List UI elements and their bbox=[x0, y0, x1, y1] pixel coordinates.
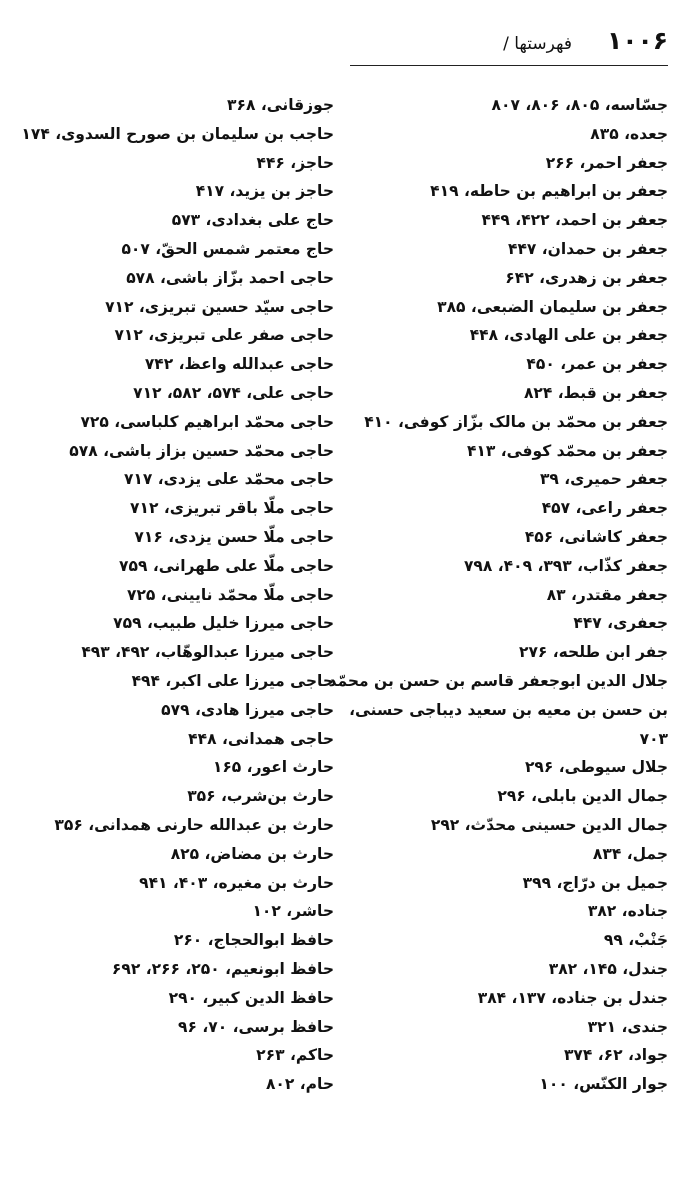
index-entry: جلال الدین ابوجعفر قاسم بن حسن بن محمّد bbox=[328, 671, 668, 690]
index-entry: جعفری، ۴۴۷ bbox=[573, 614, 668, 633]
index-entry: حام، ۸۰۲ bbox=[265, 1075, 334, 1094]
index-entry: جواد، ۶۲، ۳۷۴ bbox=[563, 1046, 668, 1065]
index-entry: جعفر بن محمّد کوفی، ۴۱۳ bbox=[466, 441, 668, 460]
index-entry: حاجی ملّا حسن یزدی، ۷۱۶ bbox=[134, 527, 334, 546]
index-column-left bbox=[14, 91, 334, 1099]
index-entry: حاجی میرزا خلیل طبیب، ۷۵۹ bbox=[113, 614, 334, 633]
index-entry: جندی، ۳۲۱ bbox=[587, 1017, 668, 1036]
index-entry: حاجی میرزا علی اکبر، ۴۹۴ bbox=[131, 671, 334, 690]
index-entry: جعفر راعی، ۴۵۷ bbox=[541, 499, 668, 518]
index-entry: حاجی محمّد ابراهیم کلباسی، ۷۲۵ bbox=[80, 412, 334, 431]
index-entry: حاجی میرزا عبدالوهّاب، ۴۹۲، ۴۹۳ bbox=[81, 643, 334, 662]
index-entry: جعفر بن قبط، ۸۲۴ bbox=[523, 383, 668, 402]
running-title: فهرستها / bbox=[503, 34, 572, 54]
index-entry: حاجی همدانی، ۴۴۸ bbox=[188, 729, 334, 748]
index-entry: جمال الدین حسینی محدّث، ۲۹۲ bbox=[430, 815, 668, 834]
index-entry: حاجی میرزا هادی، ۵۷۹ bbox=[161, 700, 334, 719]
index-entry: حاجی سیّد حسین تبریزی، ۷۱۲ bbox=[105, 297, 334, 316]
index-entry: جمیل بن درّاج، ۳۹۹ bbox=[522, 873, 668, 892]
index-entry: جسّاسه، ۸۰۵، ۸۰۶، ۸۰۷ bbox=[491, 96, 668, 114]
index-entry: حاجی محمّد حسین بزاز باشی، ۵۷۸ bbox=[69, 441, 334, 460]
index-entry: جعفر بن علی الهادی، ۴۴۸ bbox=[469, 326, 668, 345]
index-entry: جعفر بن حمدان، ۴۴۷ bbox=[507, 239, 668, 258]
index-entry: حاجز، ۴۴۶ bbox=[256, 153, 334, 172]
index-entry: جَنْبْ، ۹۹ bbox=[603, 931, 668, 950]
index-entry: حاج علی بغدادی، ۵۷۳ bbox=[171, 211, 334, 230]
index-entry: جعفر بن سلیمان الضبعی، ۳۸۵ bbox=[437, 297, 668, 316]
index-entry: حاجی علی، ۵۷۴، ۵۸۲، ۷۱۲ bbox=[133, 383, 334, 402]
index-entry: جعفر کذّاب، ۳۹۳، ۴۰۹، ۷۹۸ bbox=[463, 556, 668, 575]
index-entry: جعفر بن عمر، ۴۵۰ bbox=[526, 355, 668, 374]
index-entry: حارث بن مغیره، ۴۰۳، ۹۴۱ bbox=[139, 873, 334, 892]
index-entry: جعفر مقتدر، ۸۳ bbox=[546, 585, 668, 604]
index-entry: جعفر بن احمد، ۴۲۲، ۴۴۹ bbox=[481, 211, 668, 230]
index-entry: حافظ برسی، ۷۰، ۹۶ bbox=[178, 1017, 334, 1036]
index-entry: حارث بن مضاض، ۸۲۵ bbox=[170, 844, 334, 863]
index-entry: جعفر بن ابراهیم بن حاطه، ۴۱۹ bbox=[430, 182, 668, 201]
index-entry: جمال الدین بابلی، ۲۹۶ bbox=[497, 787, 668, 806]
index-entry: جعده، ۸۳۵ bbox=[590, 124, 668, 143]
index-entry: جندل، ۱۴۵، ۳۸۲ bbox=[548, 959, 668, 978]
index-entry: حاجی ملّا باقر تبریزی، ۷۱۲ bbox=[130, 499, 334, 518]
index-entry: جمل، ۸۳۴ bbox=[592, 844, 668, 863]
index-entry: جعفر احمر، ۲۶۶ bbox=[545, 153, 668, 172]
page-header bbox=[350, 22, 668, 66]
header-rule bbox=[350, 65, 668, 66]
index-entry: حافظ ابونعیم، ۲۵۰، ۲۶۶، ۶۹۲ bbox=[111, 959, 334, 978]
index-entry: جفر ابن طلحه، ۲۷۶ bbox=[518, 643, 668, 662]
index-entry: حاجی ملّا محمّد نایینی، ۷۲۵ bbox=[127, 585, 334, 604]
index-entry: حاج معتمر شمس الحقّ، ۵۰۷ bbox=[121, 239, 334, 258]
index-entry: حاجی صفر علی تبریزی، ۷۱۲ bbox=[114, 326, 334, 345]
index-entry: جعفر حمیری، ۳۹ bbox=[539, 470, 668, 489]
index-entry: حاشر، ۱۰۲ bbox=[252, 902, 334, 921]
index-entry: ۷۰۳ bbox=[639, 729, 668, 748]
index-entry: حاجی عبدالله واعظ، ۷۴۲ bbox=[144, 355, 334, 374]
index-entry: جعفر کاشانی، ۴۵۶ bbox=[524, 527, 668, 546]
index-entry: جعفر بن زهدری، ۶۴۲ bbox=[505, 268, 668, 287]
index-entry: جلال سیوطی، ۲۹۶ bbox=[524, 758, 668, 777]
index-entry: حافظ الدین کبیر، ۲۹۰ bbox=[168, 988, 334, 1007]
index-entry: حارث اعور، ۱۶۵ bbox=[212, 758, 334, 777]
index-entry: حاجز بن یزید، ۴۱۷ bbox=[195, 182, 334, 201]
index-entry: جعفر بن محمّد بن مالک بزّاز کوفی، ۴۱۰ bbox=[364, 412, 668, 431]
index-entry: حاجی احمد بزّاز باشی، ۵۷۸ bbox=[126, 268, 334, 287]
index-entry: بن حسن بن معیه بن سعید دیباجی حسنی، bbox=[349, 700, 668, 719]
page-number: ۱۰۰۶ bbox=[606, 26, 668, 55]
index-entry: حارث بن عبدالله حارنی همدانی، ۳۵۶ bbox=[54, 815, 334, 834]
index-column-right bbox=[328, 91, 668, 1099]
index-entry: حافظ ابوالحجاج، ۲۶۰ bbox=[173, 931, 334, 950]
index-entry: جوار الکنّس، ۱۰۰ bbox=[539, 1075, 668, 1094]
index-entry: حارث بن‌شرب، ۳۵۶ bbox=[187, 787, 334, 806]
index-entry: حاجی محمّد علی یزدی، ۷۱۷ bbox=[123, 470, 334, 489]
index-entry: حاجی ملّا علی طهرانی، ۷۵۹ bbox=[119, 556, 334, 575]
index-entry: جناده، ۳۸۲ bbox=[587, 902, 668, 921]
index-entry: جوزقانی، ۳۶۸ bbox=[227, 96, 334, 114]
index-entry: حاجب بن سلیمان بن صورح السدوی، ۱۷۴ bbox=[21, 124, 334, 143]
index-entry: حاکم، ۲۶۳ bbox=[256, 1046, 334, 1065]
index-entry: جندل بن جناده، ۱۳۷، ۳۸۴ bbox=[477, 988, 668, 1007]
